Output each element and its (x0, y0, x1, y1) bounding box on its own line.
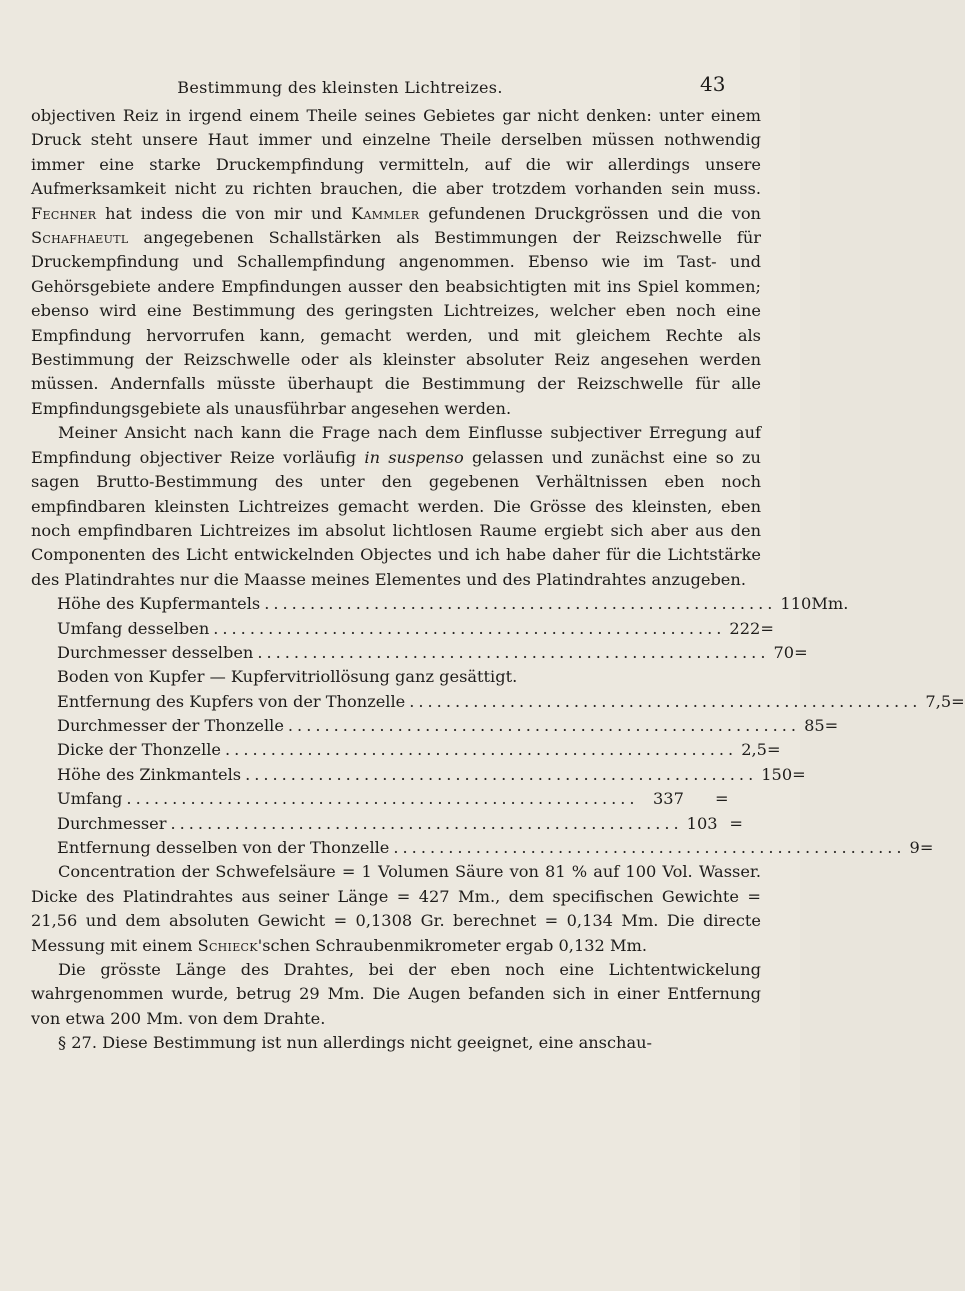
measurement-unit: = (792, 764, 806, 784)
measurement-value: 7,5 (925, 691, 952, 711)
dot-leader: ........................................................ (409, 691, 922, 711)
measurement-value: 222 (729, 618, 761, 638)
paragraph-4: Die grösste Länge des Drahtes, bei der eben noch eine Lichtentwickelung wahrgenommen wurde, betrug 29 Mm. Die Augen befanden sich in einer Entfernung von etwa 200 Mm. von dem Drahte. (31, 960, 761, 1028)
measurement-value: 150 (761, 764, 793, 784)
measurement-unit: = (919, 838, 934, 858)
paragraph-3-part-a: Concentration der Schwefelsäure = 1 Volumen Säure von 81 % auf 100 Vol. Wasser. Dicke des Platindrahtes aus seiner Länge = 427 Mm., dem specifischen Gewichte = 21,56 und dem absoluten Gewicht = 0,1308 Gr. berechnet = 0,134 Mm. Die directe Messung mit einem (31, 862, 761, 955)
measurement-unit: = (766, 740, 781, 760)
body-text (31, 104, 965, 1056)
measurement-row (31, 617, 774, 641)
dot-leader: ........................................................ (287, 716, 801, 736)
paragraph-1-part-d: angegebenen Schallstärken als Bestimmungen der Reizschwelle für Druckempfindung und Schallempfindung angenommen. Ebenso wie im Tast- und Gehörsgebiete andere Empfindungen ausser den beabsichtigten mit ins Spiel kommen; ebenso wird eine Bestimmung des geringsten Lichtreizes, welcher eben noch eine Empfindung hervorrufen kann, gemacht werden, und mit gleichem Rechte als Bestimmung der Reizschwelle oder als kleinster absoluter Reiz angesehen werden müssen. Andernfalls müsste überhaupt die Bestimmung der Reizschwelle für alle Empfindungsgebiete als unausführbar angesehen werden. (31, 228, 761, 418)
measurement-row (31, 763, 806, 787)
paragraph-1-part-a: objectiven Reiz in irgend einem Theile seines Gebietes gar nicht denken: unter einem Druck steht unsere Haut immer und einzelne Theile derselben müssen nothwendig immer eine starke Druckempfindung vermitteln, auf die wir allerdings unsere Aufmerksamkeit nicht zu richten brauchen, die aber trotzdem vorhanden sein muss. (31, 106, 761, 199)
dot-leader: ........................................................ (245, 764, 758, 784)
measurement-value: 9 (909, 838, 920, 858)
measurement-value: 337 (653, 789, 684, 809)
measurement-label: Höhe des Zinkmantels (57, 764, 242, 784)
paragraph-1-part-b: hat indess die von mir und (96, 203, 352, 223)
measurement-value: 103 (686, 813, 718, 833)
dot-leader: ........................................................ (264, 594, 777, 614)
paragraph-2-part-a: Meiner Ansicht nach kann die Frage nach dem Einflusse subjectiver Erregung auf Empfindung objectiver Reize vorläufig (31, 423, 761, 467)
measurement-row (31, 714, 839, 738)
measurement-label: Umfang desselben (57, 618, 210, 638)
measurement-label: Durchmesser der Thonzelle (57, 716, 284, 736)
measurement-row (31, 738, 781, 762)
page-number: 43 (700, 72, 726, 96)
dot-leader: ........................................................ (126, 789, 639, 809)
measurement-value: 85 (804, 716, 825, 736)
dot-leader: ........................................................ (170, 813, 683, 833)
paragraph-2 (31, 421, 761, 592)
paragraph-1 (31, 104, 761, 421)
paragraph-3-part-b: 'schen Schraubenmikrometer ergab 0,132 Mm. (257, 935, 648, 955)
measurement-value: 2,5 (741, 740, 767, 760)
measurement-unit: = (729, 813, 743, 833)
running-title: Bestimmung des kleinsten Lichtreizes. (177, 78, 503, 97)
paragraph-5: § 27. Diese Bestimmung ist nun allerdings nicht geeignet, eine anschau- (58, 1033, 653, 1053)
measurement-unit: = (794, 642, 808, 662)
measurement-label: Entfernung des Kupfers von der Thonzelle (57, 691, 406, 711)
measurement-row (31, 836, 934, 860)
measurement-label: Dicke der Thonzelle (57, 740, 222, 760)
dot-leader: ........................................................ (213, 618, 726, 638)
boden-line: Boden von Kupfer — Kupfervitriollösung ganz gesättigt. (57, 667, 518, 687)
measurement-label: Durchmesser desselben (57, 642, 254, 662)
latin-term: in suspenso (364, 447, 464, 467)
page-header (0, 72, 800, 102)
measurement-table (31, 592, 965, 860)
measurement-label: Höhe des Kupfermantels (57, 594, 261, 614)
measurement-unit: = (760, 618, 774, 638)
paragraph-1-part-c: gefundenen Druckgrössen und die von (419, 203, 761, 223)
dot-leader: ........................................................ (393, 838, 906, 858)
measurement-unit: = (951, 691, 965, 711)
measurement-unit: = (715, 789, 729, 809)
measurement-row (31, 812, 761, 836)
measurement-row (31, 641, 808, 665)
paragraph-3 (31, 860, 761, 958)
measurement-label: Entfernung desselben von der Thonzelle (57, 838, 390, 858)
author-kammler: Kammler (351, 203, 420, 223)
measurement-row (31, 592, 849, 616)
measurement-label: Umfang (57, 789, 123, 809)
measurement-value: 110 (780, 594, 812, 614)
measurement-label: Durchmesser (57, 813, 167, 833)
measurement-unit: = (824, 716, 839, 736)
measurement-row (31, 690, 965, 714)
author-fechner: Fechner (31, 203, 97, 223)
paragraph-2-part-b: gelassen und zunächst eine so zu sagen Brutto-Bestimmung des unter den gegebenen Verhältnissen eben noch empfindbaren kleinsten Lichtreizes gemacht werden. Die Grösse des kleinsten, eben noch empfindbaren Lichtreizes im absolut lichtlosen Raume ergiebt sich aber aus den Componenten des Licht entwickelnden Objectes und ich habe daher für die Lichtstärke des Platindrahtes nur die Maasse meines Elementes und des Platindrahtes anzugeben. (31, 447, 761, 589)
author-schieck: Schieck (197, 935, 258, 955)
dot-leader: ........................................................ (225, 740, 738, 760)
measurement-unit: Mm. (811, 594, 849, 614)
measurement-value: 70 (773, 642, 795, 662)
dot-leader: ........................................................ (257, 642, 770, 662)
author-schafhaeutl: Schafhaeutl (31, 228, 129, 248)
measurement-row (31, 787, 761, 811)
